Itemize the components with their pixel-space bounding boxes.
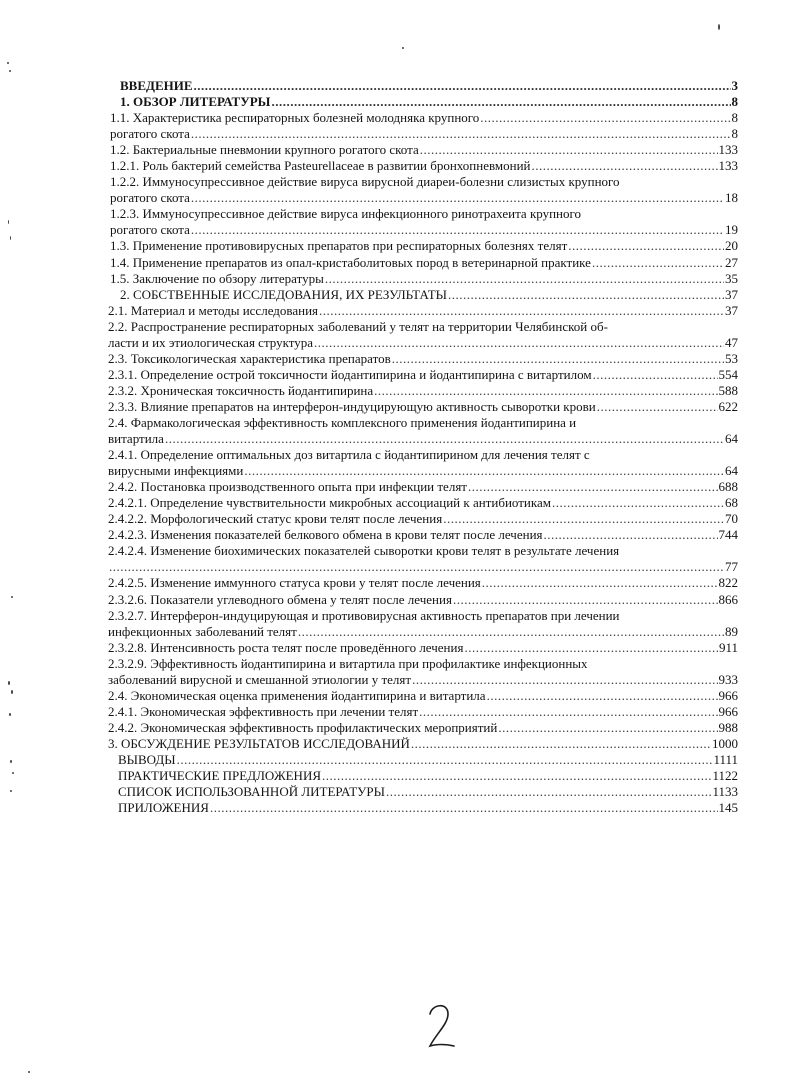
toc-dot-leader bbox=[392, 351, 724, 367]
toc-entry-page: 866 bbox=[718, 591, 738, 607]
toc-entry bbox=[106, 415, 738, 431]
toc-entry-title: ПРАКТИЧЕСКИЕ ПРЕДЛОЖЕНИЯ bbox=[118, 768, 321, 784]
toc-entry-title: 2.1. Материал и методы исследования bbox=[108, 302, 319, 318]
toc-entry bbox=[106, 447, 738, 463]
toc-dot-leader bbox=[448, 287, 724, 303]
toc-dot-leader bbox=[480, 110, 730, 126]
toc-entry bbox=[106, 142, 738, 158]
toc-dot-leader bbox=[319, 303, 724, 319]
toc-entry-title: рогатого скота bbox=[110, 126, 190, 142]
toc-entry bbox=[106, 752, 738, 768]
toc-entry-title: 2.4.2.2. Морфологический статус крови телят после лечения bbox=[108, 511, 443, 527]
handwritten-page-number bbox=[422, 1000, 462, 1054]
toc-entry bbox=[106, 271, 738, 287]
toc-entry-title: рогатого скота bbox=[110, 190, 190, 206]
toc-entry bbox=[106, 206, 738, 222]
toc-dot-leader bbox=[325, 271, 724, 287]
toc-dot-leader bbox=[453, 592, 718, 608]
toc-entry-page: 18 bbox=[725, 190, 738, 206]
toc-dot-leader bbox=[322, 768, 711, 784]
toc-entry-page: 89 bbox=[725, 623, 738, 639]
toc-dot-leader bbox=[374, 383, 717, 399]
toc-entry-page: 1133 bbox=[712, 784, 738, 800]
table-of-contents bbox=[106, 78, 738, 816]
toc-entry-title: 2.4.2. Экономическая эффективность профилактических мероприятий bbox=[108, 719, 498, 735]
toc-entry-page: 966 bbox=[718, 687, 738, 703]
toc-entry bbox=[106, 463, 738, 479]
toc-entry-page: 744 bbox=[718, 527, 738, 543]
toc-dot-leader bbox=[532, 158, 718, 174]
toc-entry-title: ВЫВОДЫ bbox=[118, 751, 176, 767]
toc-entry bbox=[106, 126, 738, 142]
toc-entry bbox=[106, 335, 738, 351]
toc-entry bbox=[106, 174, 738, 190]
toc-entry-page: 37 bbox=[725, 302, 738, 318]
toc-dot-leader bbox=[443, 511, 724, 527]
toc-dot-leader bbox=[464, 640, 718, 656]
toc-entry-page: 688 bbox=[718, 479, 738, 495]
toc-entry-page: 1122 bbox=[712, 768, 738, 784]
toc-entry bbox=[106, 640, 738, 656]
toc-entry-title: инфекционных заболеваний телят bbox=[108, 623, 297, 639]
toc-entry bbox=[106, 527, 738, 543]
toc-dot-leader bbox=[244, 463, 724, 479]
toc-entry-page: 822 bbox=[718, 575, 738, 591]
toc-entry bbox=[106, 319, 738, 335]
toc-entry-title: 2.4. Экономическая оценка применения йодантипирина и витартила bbox=[108, 687, 486, 703]
toc-entry-title: 1.4. Применение препаратов из опал-кристаболитовых пород в ветеринарной практике bbox=[110, 254, 591, 270]
toc-entry-page: 554 bbox=[718, 366, 738, 382]
toc-dot-leader bbox=[191, 222, 724, 238]
toc-dot-leader bbox=[386, 784, 712, 800]
toc-entry-page: 47 bbox=[725, 334, 738, 350]
toc-entry bbox=[106, 720, 738, 736]
toc-entry-page: 1111 bbox=[713, 751, 738, 767]
toc-entry-title: 1. ОБЗОР ЛИТЕРАТУРЫ bbox=[120, 94, 271, 110]
toc-entry-page: 1000 bbox=[712, 735, 738, 751]
toc-entry bbox=[106, 303, 738, 319]
toc-entry-page: 622 bbox=[718, 398, 738, 414]
toc-entry-title: рогатого скота bbox=[110, 222, 190, 238]
toc-entry-page: 53 bbox=[725, 350, 738, 366]
toc-dot-leader bbox=[191, 126, 731, 142]
toc-entry bbox=[106, 688, 738, 704]
toc-entry-title: 1.3. Применение противовирусных препаратов при респираторных болезнях телят bbox=[110, 238, 568, 254]
toc-entry bbox=[106, 383, 738, 399]
toc-dot-leader bbox=[419, 704, 717, 720]
toc-entry bbox=[106, 784, 738, 800]
toc-entry bbox=[106, 351, 738, 367]
toc-entry-page: 8 bbox=[731, 110, 738, 126]
toc-entry-title: 3. ОБСУЖДЕНИЕ РЕЗУЛЬТАТОВ ИССЛЕДОВАНИЙ bbox=[108, 735, 410, 751]
toc-entry-title: 2.4. Фармакологическая эффективность комплексного применения йодантипирина и bbox=[108, 414, 577, 430]
toc-entry-title: 2.4.2.4. Изменение биохимических показателей сыворотки крови телят в результате лечения bbox=[108, 543, 620, 559]
toc-entry-title: ПРИЛОЖЕНИЯ bbox=[118, 800, 209, 816]
toc-entry-title: 1.2.2. Иммуносупрессивное действие вируса вирусной диареи-болезни слизистых крупного bbox=[110, 174, 620, 190]
toc-entry bbox=[106, 768, 738, 784]
toc-entry bbox=[106, 158, 738, 174]
toc-entry-page: 68 bbox=[725, 495, 738, 511]
toc-dot-leader bbox=[597, 399, 718, 415]
toc-entry-title: заболеваний вирусной и смешанной этиологии у телят bbox=[108, 671, 412, 687]
toc-entry bbox=[106, 575, 738, 591]
toc-entry-title: 1.2.1. Роль бактерий семейства Pasteurellaceae в развитии бронхопневмоний bbox=[110, 158, 531, 174]
toc-entry-title: 2.2. Распространение респираторных заболеваний у телят на территории Челябинской об- bbox=[108, 318, 608, 334]
toc-dot-leader bbox=[314, 335, 724, 351]
toc-entry bbox=[106, 543, 738, 559]
toc-entry-title: ВВЕДЕНИЕ bbox=[120, 78, 193, 93]
toc-dot-leader bbox=[194, 78, 731, 94]
toc-entry-title: 2.4.1. Определение оптимальных доз витартила с йодантипирином для лечения телят с bbox=[108, 447, 590, 463]
toc-entry-page: 20 bbox=[725, 238, 738, 254]
toc-dot-leader bbox=[568, 238, 724, 254]
toc-dot-leader bbox=[191, 190, 724, 206]
toc-entry bbox=[106, 110, 738, 126]
toc-entry bbox=[106, 222, 738, 238]
toc-entry bbox=[106, 238, 738, 254]
toc-entry-page: 77 bbox=[725, 559, 738, 575]
toc-entry-title: 2.3.2.8. Интенсивность роста телят после проведённого лечения bbox=[108, 639, 464, 655]
toc-entry bbox=[106, 511, 738, 527]
toc-entry bbox=[106, 800, 738, 816]
toc-entry bbox=[106, 608, 738, 624]
toc-entry bbox=[106, 495, 738, 511]
toc-dot-leader bbox=[177, 752, 713, 768]
toc-dot-leader bbox=[498, 720, 717, 736]
toc-entry-title: 1.5. Заключение по обзору литературы bbox=[110, 270, 324, 286]
toc-entry-title: 2.4.2.1. Определение чувствительности микробных ассоциаций к антибиотикам bbox=[108, 495, 551, 511]
toc-entry bbox=[106, 255, 738, 271]
toc-entry-title: 2.3.1. Определение острой токсичности йодантипирина и йодантипирина с витартилом bbox=[108, 366, 592, 382]
toc-entry-title: 2. СОБСТВЕННЫЕ ИССЛЕДОВАНИЯ, ИХ РЕЗУЛЬТАТЫ bbox=[120, 286, 447, 302]
toc-dot-leader bbox=[165, 431, 724, 447]
toc-entry-title: 2.4.2.3. Изменения показателей белкового обмена в крови телят после лечения bbox=[108, 527, 543, 543]
toc-dot-leader bbox=[544, 527, 718, 543]
toc-entry bbox=[106, 431, 738, 447]
toc-entry-page: 933 bbox=[718, 671, 738, 687]
toc-entry-page: 70 bbox=[725, 511, 738, 527]
toc-entry bbox=[106, 736, 738, 752]
toc-entry-title: 1.1. Характеристика респираторных болезней молодняка крупного bbox=[110, 110, 480, 126]
toc-entry-title: 2.4.2. Постановка производственного опыта при инфекции телят bbox=[108, 479, 467, 495]
toc-entry-page: 64 bbox=[725, 431, 738, 447]
toc-entry-title: 2.3.2.6. Показатели углеводного обмена у телят после лечения bbox=[108, 591, 452, 607]
toc-dot-leader bbox=[411, 736, 711, 752]
toc-entry-page: 988 bbox=[718, 719, 738, 735]
toc-entry-title: 2.3.3. Влияние препаратов на интерферон-индуцирующую активность сыворотки крови bbox=[108, 398, 596, 414]
toc-entry-page: 64 bbox=[725, 463, 738, 479]
toc-entry bbox=[106, 94, 738, 110]
toc-dot-leader bbox=[298, 624, 724, 640]
toc-dot-leader bbox=[593, 367, 718, 383]
toc-dot-leader bbox=[552, 495, 724, 511]
toc-entry-title: 1.2. Бактериальные пневмонии крупного рогатого скота bbox=[110, 142, 419, 158]
toc-entry bbox=[106, 479, 738, 495]
toc-entry bbox=[106, 559, 738, 575]
toc-entry-page: 911 bbox=[718, 639, 738, 655]
toc-dot-leader bbox=[482, 575, 718, 591]
toc-entry bbox=[106, 656, 738, 672]
toc-entry-title: ласти и их этиологическая структура bbox=[108, 334, 314, 350]
toc-dot-leader bbox=[487, 688, 718, 704]
toc-dot-leader bbox=[412, 672, 717, 688]
toc-dot-leader bbox=[210, 800, 718, 816]
toc-entry-page: 3 bbox=[731, 78, 738, 93]
toc-entry bbox=[106, 367, 738, 383]
toc-entry bbox=[106, 399, 738, 415]
toc-entry-title: 2.3.2.9. Эффективность йодантипирина и витартила при профилактике инфекционных bbox=[108, 655, 588, 671]
toc-entry-title: витартила bbox=[108, 431, 164, 447]
toc-dot-leader bbox=[271, 94, 730, 110]
toc-entry-title: СПИСОК ИСПОЛЬЗОВАННОЙ ЛИТЕРАТУРЫ bbox=[118, 784, 385, 800]
toc-entry bbox=[106, 624, 738, 640]
toc-entry-title: 2.4.2.5. Изменение иммунного статуса крови у телят после лечения bbox=[108, 575, 481, 591]
toc-entry-title: вирусными инфекциями bbox=[108, 463, 244, 479]
toc-entry-title: 1.2.3. Иммуносупрессивное действие вируса инфекционного ринотрахеита крупного bbox=[110, 206, 582, 222]
toc-entry bbox=[106, 704, 738, 720]
toc-entry-page: 8 bbox=[731, 94, 738, 110]
toc-entry bbox=[106, 190, 738, 206]
toc-entry-page: 145 bbox=[718, 800, 738, 816]
toc-dot-leader bbox=[468, 479, 718, 495]
toc-dot-leader bbox=[420, 142, 718, 158]
toc-entry-page: 27 bbox=[725, 254, 738, 270]
toc-entry-page: 37 bbox=[725, 286, 738, 302]
toc-entry-page: 966 bbox=[718, 703, 738, 719]
toc-entry-page: 35 bbox=[725, 270, 738, 286]
toc-entry bbox=[106, 287, 738, 303]
toc-entry-page: 133 bbox=[718, 142, 738, 158]
toc-entry-page: 133 bbox=[718, 158, 738, 174]
toc-entry-title: 2.4.1. Экономическая эффективность при лечении телят bbox=[108, 703, 419, 719]
toc-entry-page: 8 bbox=[731, 126, 738, 142]
toc-entry-page: 588 bbox=[718, 382, 738, 398]
toc-dot-leader bbox=[109, 559, 724, 575]
toc-entry-title: 2.3.2.7. Интерферон-индуцирующая и противовирусная активность препаратов при лечении bbox=[108, 607, 620, 623]
toc-entry-title: 2.3.2. Хроническая токсичность йодантипирина bbox=[108, 382, 374, 398]
toc-entry bbox=[106, 672, 738, 688]
toc-entry bbox=[106, 78, 738, 94]
toc-entry-page: 19 bbox=[725, 222, 738, 238]
toc-dot-leader bbox=[592, 255, 724, 271]
toc-entry-title: 2.3. Токсикологическая характеристика препаратов bbox=[108, 350, 391, 366]
toc-entry bbox=[106, 592, 738, 608]
